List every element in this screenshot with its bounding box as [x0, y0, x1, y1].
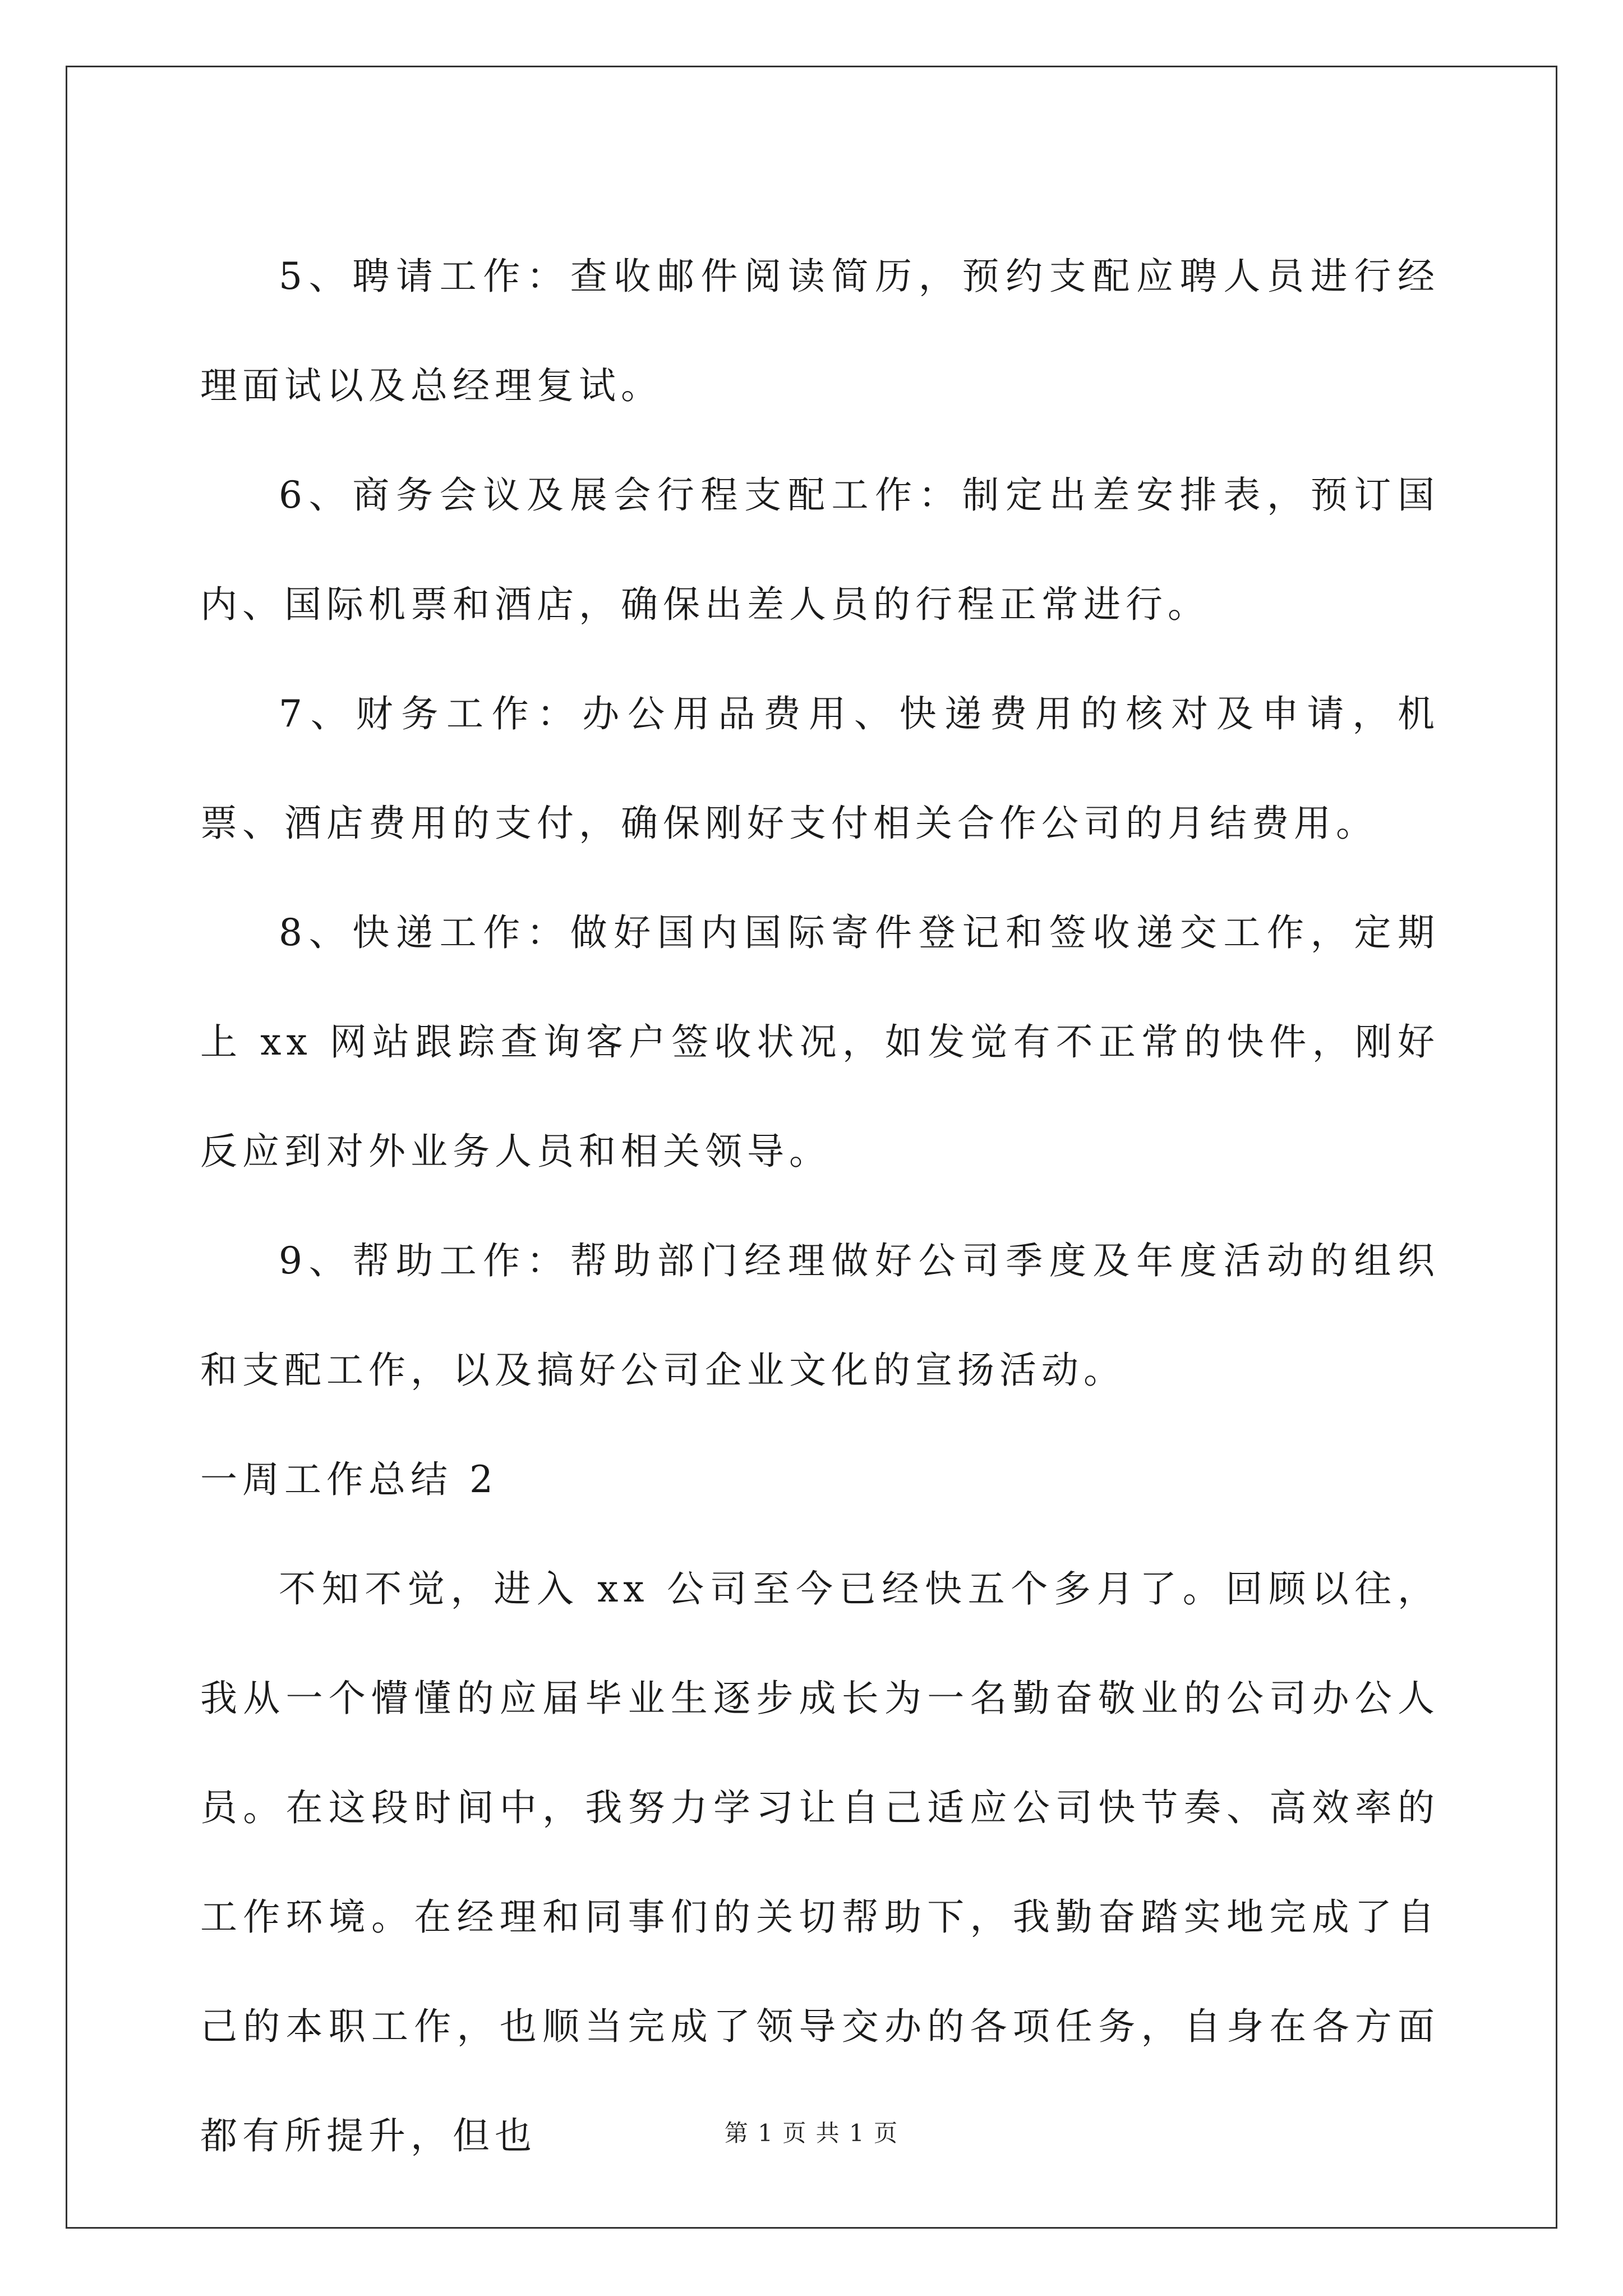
paragraph-recruiting: 5、聘请工作：查收邮件阅读简历，预约支配应聘人员进行经理面试以及总经理复试。	[200, 255, 1440, 407]
paragraph-summary-intro: 不知不觉，进入 xx 公司至今已经快五个多月了。回顾以往，我从一个懵懂的应届毕业生逐步成长为一名勤奋敬业的公司办公人员。在这段时间中，我努力学习让自己适应公司快节奏、高效率的工作环境。在经理和同事们的关切帮助下，我勤奋踏实地完成了自己的本职工作，也顺当完成了领导交办的各项任务，自身在各方面都有所提升，但也	[200, 1567, 1440, 2157]
document-body	[200, 222, 1440, 2191]
paragraph-business-travel: 6、商务会议及展会行程支配工作：制定出差安排表，预订国内、国际机票和酒店，确保出差人员的行程正常进行。	[200, 473, 1440, 626]
paragraph-assist: 9、帮助工作：帮助部门经理做好公司季度及年度活动的组织和支配工作，以及搞好公司企业文化的宣扬活动。	[200, 1239, 1440, 1392]
section-heading: 一周工作总结 2	[200, 1458, 498, 1501]
page-footer: 第 1 页 共 1 页	[724, 2119, 899, 2147]
paragraph-finance: 7、财务工作：办公用品费用、快递费用的核对及申请，机票、酒店费用的支付，确保刚好支付相关合作公司的月结费用。	[200, 692, 1440, 845]
paragraph-express: 8、快递工作：做好国内国际寄件登记和签收递交工作，定期上 xx 网站跟踪查询客户签收状况，如发觉有不正常的快件，刚好反应到对外业务人员和相关领导。	[200, 911, 1440, 1173]
